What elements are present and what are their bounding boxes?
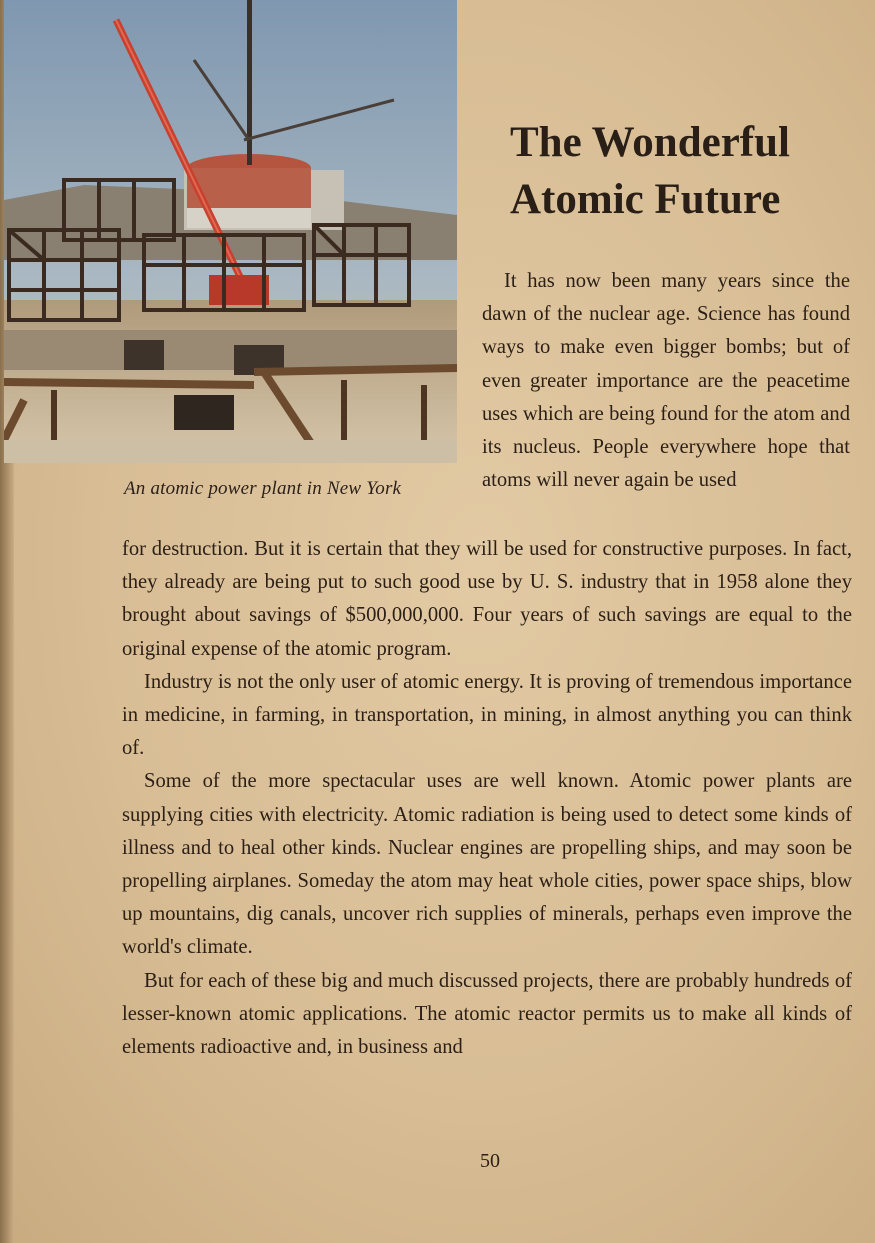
title-line-1: The Wonderful (510, 119, 790, 166)
photo-caption: An atomic power plant in New York (124, 478, 402, 499)
page-number: 50 (480, 1150, 500, 1172)
title-line-2: Atomic Future (510, 176, 781, 223)
intro-paragraph: It has now been many years since the dawn of the nuclear age. Science has found ways to make even bigger bombs; but of even greater importance are the peacetime uses which are being found for the atom and its nucleus. People everywhere hope that atoms will never again be used (482, 270, 850, 492)
intro-column (482, 265, 850, 497)
power-plant-photo (4, 0, 457, 463)
paragraph-4: But for each of these big and much discussed projects, there are probably hundreds of lesser-known atomic applications. The atomic reactor permits us to make all kinds of elements radioactive and, in business and (122, 969, 852, 1059)
paragraph-3: Some of the more spectacular uses are well known. Atomic power plants are supplying cities with electricity. Atomic radiation is being used to detect some kinds of illness and to heal other kinds. Nuclear engines are propelling ships, and may soon be propelling airplanes. Someday the atom may heat whole cities, power space ships, blow up mountains, dig canals, uncover rich supplies of minerals, perhaps even improve the world's climate. (122, 770, 852, 959)
page-title (510, 114, 840, 228)
paragraph-2: Industry is not the only user of atomic energy. It is proving of tremendous importance in medicine, in farming, in transportation, in mining, in almost anything you can think of. (122, 670, 852, 760)
paragraph-1-continued: for destruction. But it is certain that they will be used for constructive purposes. In fact, they already are being put to such good use by U. S. industry that in 1958 alone they brought about savings of $500,000,000. Four years of such savings are equal to the original expense of the atomic program. (122, 538, 852, 660)
body-text (122, 533, 852, 1064)
